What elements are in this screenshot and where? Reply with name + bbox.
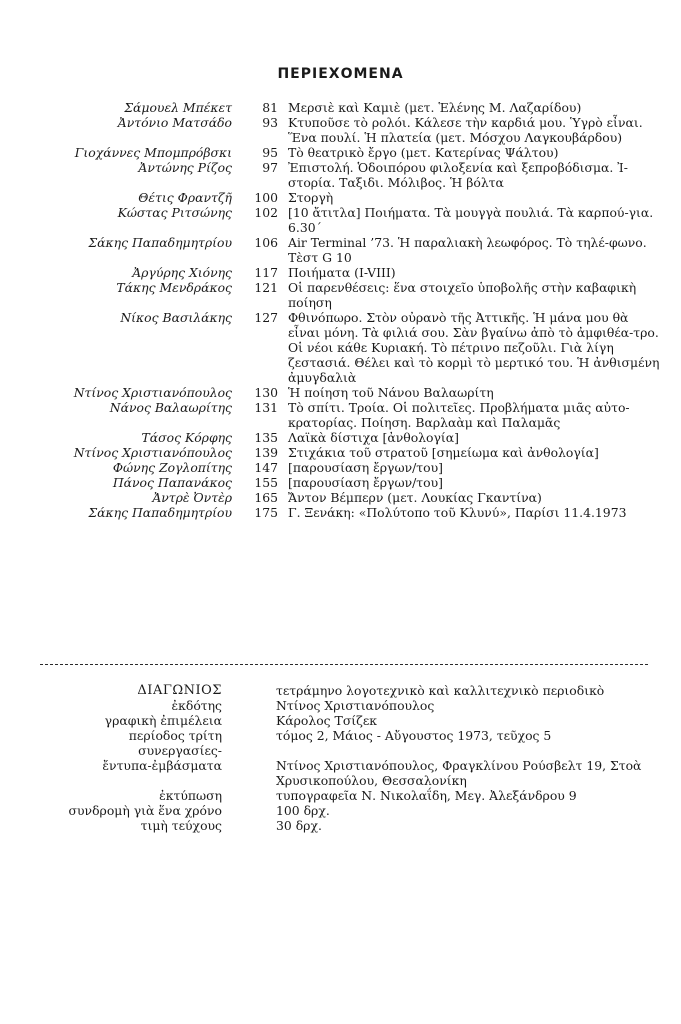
toc-title: Λαϊκὰ δίστιχα [ἀνθολογία] bbox=[288, 430, 459, 445]
toc-author: Γιοχάννες Μπομπρόβσκι bbox=[74, 145, 232, 160]
colophon-row bbox=[20, 803, 660, 818]
toc-author: Σάκης Παπαδημητρίου bbox=[88, 505, 232, 520]
colophon-row bbox=[20, 758, 660, 788]
colophon-value: Κάρολος Τσίζεκ bbox=[276, 713, 378, 728]
toc-author: Ἀντρὲ Ὀντὲρ bbox=[152, 490, 232, 505]
magazine-name: ΔΙΑΓΩΝΙΟΣ bbox=[137, 683, 222, 698]
toc-page-number: 130 bbox=[254, 385, 278, 400]
toc-page-number: 155 bbox=[254, 475, 278, 490]
toc-title: Οἱ παρενθέσεις: ἕνα στοιχεῖο ὑποβολῆς στὴν καβαφικὴ ποίηση bbox=[288, 280, 637, 310]
toc-title: [παρουσίαση ἔργων/του] bbox=[288, 475, 443, 490]
toc-page-number: 175 bbox=[254, 505, 278, 520]
colophon-label: τιμὴ τεύχους bbox=[140, 818, 222, 833]
table-of-contents bbox=[20, 100, 660, 520]
toc-title: Τὸ θεατρικὸ ἔργο (μετ. Κατερίνας Ψάλτου) bbox=[288, 145, 559, 160]
toc-author: Σάκης Παπαδημητρίου bbox=[88, 235, 232, 250]
toc-page-number: 106 bbox=[254, 235, 278, 250]
colophon bbox=[20, 683, 660, 833]
toc-entry bbox=[20, 460, 660, 475]
toc-entry bbox=[20, 475, 660, 490]
colophon-value bbox=[276, 743, 660, 758]
colophon-row bbox=[20, 728, 660, 743]
colophon-row bbox=[20, 818, 660, 833]
toc-entry bbox=[20, 205, 660, 235]
toc-page-number: 127 bbox=[254, 310, 278, 325]
toc-author: Ντίνος Χριστιανόπουλος bbox=[73, 385, 232, 400]
colophon-label: περίοδος τρίτη bbox=[128, 728, 222, 743]
toc-title: Ἄντον Βέμπερν (μετ. Λουκίας Γκαντίνα) bbox=[288, 490, 542, 505]
toc-page-number: 131 bbox=[254, 400, 278, 415]
colophon-label: ἔντυπα-ἐμβάσματα bbox=[102, 758, 222, 773]
toc-author: Νίκος Βασιλάκης bbox=[120, 310, 232, 325]
toc-title: [παρουσίαση ἔργων/του] bbox=[288, 460, 443, 475]
toc-author: Θέτις Φραντζῆ bbox=[138, 190, 232, 205]
toc-entry bbox=[20, 430, 660, 445]
toc-author: Ἀργύρης Χιόνης bbox=[132, 265, 232, 280]
colophon-row bbox=[20, 713, 660, 728]
colophon-row bbox=[20, 683, 660, 698]
toc-page-number: 97 bbox=[262, 160, 278, 175]
toc-entry bbox=[20, 490, 660, 505]
colophon-row bbox=[20, 788, 660, 803]
colophon-value: τόμος 2, Μάιος - Αὔγουστος 1973, τεῦχος 5 bbox=[276, 728, 552, 743]
toc-author: Ἀντόνιο Ματσάδο bbox=[117, 115, 232, 130]
toc-entry bbox=[20, 445, 660, 460]
toc-page-number: 100 bbox=[254, 190, 278, 205]
toc-title: Γ. Ξενάκη: «Πολύτοπο τοῦ Κλυνύ», Παρίσι 11.4.1973 bbox=[288, 505, 627, 520]
toc-author: Ἀντώνης Ρίζος bbox=[138, 160, 232, 175]
colophon-label: συνδρομὴ γιὰ ἕνα χρόνο bbox=[68, 803, 222, 818]
toc-entry bbox=[20, 160, 660, 190]
colophon-label: ἐκτύπωση bbox=[159, 788, 222, 803]
toc-entry bbox=[20, 385, 660, 400]
toc-title: Στοργὴ bbox=[288, 190, 334, 205]
toc-page-number: 93 bbox=[262, 115, 278, 130]
toc-title: Κτυποῦσε τὸ ρολόι. Κάλεσε τὴν καρδιά μου. Ὑγρὸ εἶναι. Ἕνα πουλί. Ἡ πλατεία (μετ. Μόσχου Λαγκουβάρδου) bbox=[288, 115, 643, 145]
toc-title: Φθινόπωρο. Στὸν οὐρανὸ τῆς Ἀττικῆς. Ἡ μάνα μου θὰ εἶναι μόνη. Τὰ φιλιά σου. Σὰν βγαίνω ἀπὸ τὸ ἀμφιθέα-τρο. Οἱ νέοι κάθε Κυριακή. Τὸ πέτρινο πεζοῦλι. Γιὰ λίγη ζεστασιά. Θέλει καὶ τὸ κορμὶ τὸ μερτικό του. Ἡ ἀνθισμένη ἀμυγδαλιὰ bbox=[288, 310, 660, 385]
toc-page-number: 147 bbox=[254, 460, 278, 475]
colophon-value: 30 δρχ. bbox=[276, 818, 322, 833]
toc-title: [10 ἄτιτλα] Ποιήματα. Τὰ μουγγὰ πουλιά. Τὰ καρπού-για. 6.30΄ bbox=[288, 205, 654, 235]
toc-page-number: 165 bbox=[254, 490, 278, 505]
toc-entry bbox=[20, 265, 660, 280]
toc-author: Τάσος Κόρφης bbox=[141, 430, 232, 445]
toc-entry bbox=[20, 280, 660, 310]
toc-author: Πάνος Παπανάκος bbox=[112, 475, 232, 490]
colophon-value: τυπογραφεῖα Ν. Νικολαΐδη, Μεγ. Ἀλεξάνδρου 9 bbox=[276, 788, 577, 803]
toc-entry bbox=[20, 190, 660, 205]
toc-title: Μερσιὲ καὶ Καμιὲ (μετ. Ἑλένης Μ. Λαζαρίδου) bbox=[288, 100, 582, 115]
page-title: ΠΕΡΙΕΧΟΜΕΝΑ bbox=[277, 66, 404, 82]
colophon-label: γραφικὴ ἐπιμέλεια bbox=[104, 713, 222, 728]
toc-author: Τάκης Μενδράκος bbox=[116, 280, 232, 295]
colophon-row bbox=[20, 743, 660, 758]
toc-entry bbox=[20, 505, 660, 520]
toc-author: Φώνης Ζογλοπίτης bbox=[112, 460, 232, 475]
toc-page-number: 102 bbox=[254, 205, 278, 220]
colophon-row bbox=[20, 698, 660, 713]
toc-title: Τὸ σπίτι. Τροία. Οἱ πολιτεῖες. Προβλήματα μιᾶς αὐτο-κρατορίας. Ποίηση. Βαρλαὰμ καὶ Παλαμᾶς bbox=[288, 400, 630, 430]
toc-page-number: 139 bbox=[254, 445, 278, 460]
toc-author: Κώστας Ριτσώνης bbox=[117, 205, 232, 220]
toc-entry bbox=[20, 400, 660, 430]
toc-title: Air Terminal ’73. Ἡ παραλιακὴ λεωφόρος. Τὸ τηλέ-φωνο. Τὲστ G 10 bbox=[288, 235, 647, 265]
colophon-label: συνεργασίες- bbox=[138, 743, 222, 758]
toc-title: Ἐπιστολή. Ὁδοιπόρου φιλοξενία καὶ ξεπροβόδισμα. Ἰ-στορία. Ταξιδι. Μόλιβος. Ἡ βόλτα bbox=[288, 160, 628, 190]
toc-page-number: 135 bbox=[254, 430, 278, 445]
divider bbox=[40, 664, 648, 665]
toc-title: Στιχάκια τοῦ στρατοῦ [σημείωμα καὶ ἀνθολογία] bbox=[288, 445, 599, 460]
colophon-label: ἐκδότης bbox=[171, 698, 222, 713]
toc-page-number: 121 bbox=[254, 280, 278, 295]
toc-entry bbox=[20, 100, 660, 115]
toc-page-number: 117 bbox=[254, 265, 278, 280]
colophon-value: 100 δρχ. bbox=[276, 803, 330, 818]
toc-entry bbox=[20, 145, 660, 160]
toc-entry bbox=[20, 310, 660, 385]
colophon-value: Ντίνος Χριστιανόπουλος bbox=[276, 698, 435, 713]
toc-author: Νάνος Βαλαωρίτης bbox=[109, 400, 232, 415]
toc-page-number: 95 bbox=[262, 145, 278, 160]
colophon-value: Ντίνος Χριστιανόπουλος, Φραγκλίνου Ρούσβελτ 19, Στοὰ Χρυσικοπούλου, Θεσσαλονίκη bbox=[276, 758, 642, 788]
colophon-value: τετράμηνο λογοτεχνικὸ καὶ καλλιτεχνικὸ περιοδικὸ bbox=[276, 683, 605, 698]
toc-title: Ποιήματα (I-VIII) bbox=[288, 265, 396, 280]
toc-author: Σάμουελ Μπέκετ bbox=[124, 100, 232, 115]
toc-title: Ἡ ποίηση τοῦ Νάνου Βαλαωρίτη bbox=[288, 385, 494, 400]
toc-entry bbox=[20, 115, 660, 145]
toc-entry bbox=[20, 235, 660, 265]
toc-author: Ντίνος Χριστιανόπουλος bbox=[73, 445, 232, 460]
toc-page-number: 81 bbox=[262, 100, 278, 115]
